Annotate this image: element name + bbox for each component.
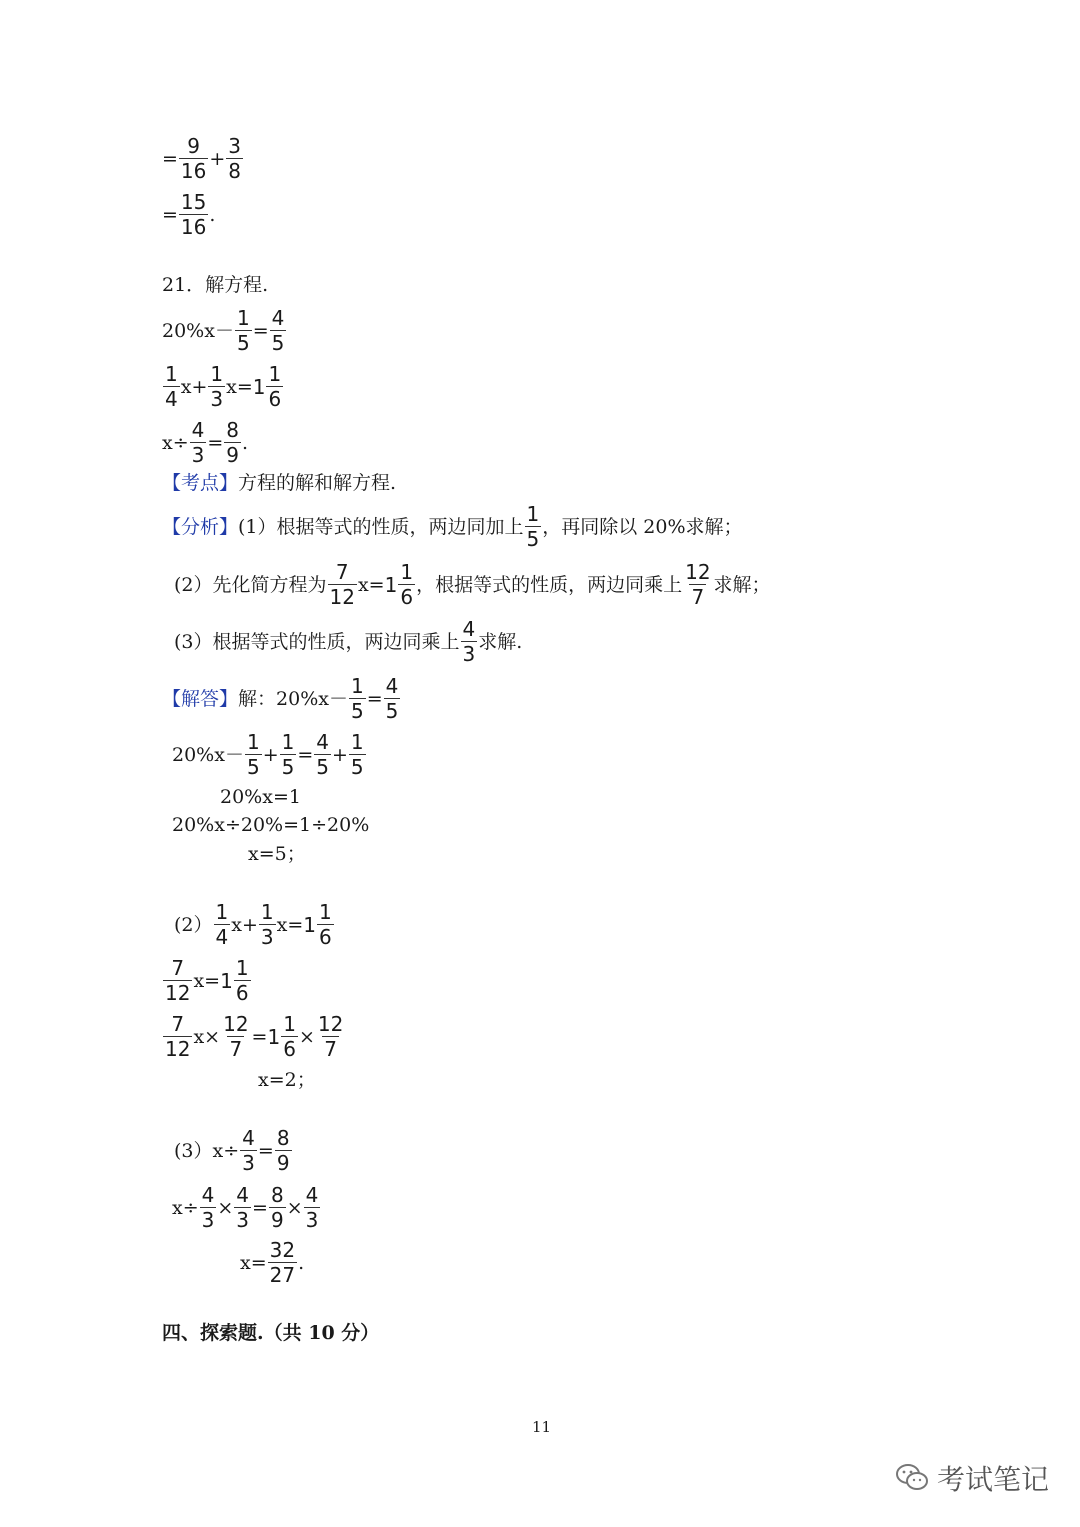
fraction: $\frac{32}{27}$ <box>269 1238 296 1287</box>
watermark <box>895 1462 1049 1497</box>
calc-line-2 <box>162 192 215 238</box>
fraction: $\frac{1}{5}$ <box>246 730 260 779</box>
solution-2-step-1: $\frac{7}{12}$ x= 1 $\frac{1}{6}$ <box>162 958 252 1004</box>
fraction: $\frac{4}{3}$ <box>242 1126 255 1175</box>
mixed-number: 1 $\frac{1}{6}$ <box>384 560 414 609</box>
fraction: $\frac{4}{3}$ <box>201 1183 215 1232</box>
fraction: $\frac{4}{5}$ <box>271 306 285 355</box>
fraction: $\frac{12}{7}$ <box>223 1012 249 1061</box>
fraction: $\frac{1}{5}$ <box>236 306 250 355</box>
solution-1-step-1: 20%x－ $\frac{1}{5}$ + $\frac{1}{5}$ = $\frac{4}{5}$ + $\frac{1}{5}$ <box>172 730 364 779</box>
question-21-title: 21．解方程. <box>162 274 269 296</box>
solution-2-step-2: $\frac{7}{12}$ x× $\frac{12}{7}$ = 1 $\frac{1}{6}$ × $\frac{12}{7}$ <box>165 1012 344 1061</box>
fraction: $\frac{1}{4}$ <box>165 362 178 411</box>
fraction: $\frac{7}{12}$ <box>165 1012 191 1061</box>
mixed-number: 1 $\frac{1}{6}$ <box>267 1012 296 1061</box>
fraction: $\frac{1}{3}$ <box>260 900 274 949</box>
solution-3-equation: (3） x÷ $\frac{4}{3}$ = $\frac{8}{9}$ <box>174 1126 290 1175</box>
watermark-text: 考试笔记 <box>937 1462 1050 1496</box>
jieda-line: 【解答】 解：20%x－ $\frac{1}{5}$ = $\frac{4}{5}$ <box>162 674 399 723</box>
solution-3-step-1: x÷ $\frac{4}{3}$ × $\frac{4}{3}$ = $\frac{8}{9}$ × $\frac{4}{3}$ <box>172 1183 319 1232</box>
jieda-tag: 【解答】 <box>162 687 239 710</box>
mixed-number: 1 $\frac{1}{6}$ <box>220 956 249 1005</box>
fraction: $\frac{7}{12}$ <box>329 560 355 609</box>
fraction: $\frac{4}{5}$ <box>385 674 399 723</box>
fraction: $\frac{4}{3}$ <box>305 1183 319 1232</box>
solution-2-result: x=2； <box>258 1069 316 1091</box>
period: . <box>209 203 216 226</box>
fraction: $\frac{8}{9}$ <box>276 1126 290 1175</box>
fraction: $\frac{12}{7}$ <box>317 1012 344 1061</box>
equation-1: 20%x－ $\frac{1}{5}$ = $\frac{4}{5}$ <box>162 306 285 355</box>
fenxi-line-1: 【分析】 (1）根据等式的性质，两边同加上 $\frac{1}{5}$ ，再同除以 20%求解； <box>162 502 743 551</box>
equals-sign: = <box>162 147 178 170</box>
fraction: $\frac{4}{3}$ <box>462 617 476 666</box>
calc-line-1 <box>162 136 244 182</box>
fraction: $\frac{1}{3}$ <box>210 362 224 411</box>
fraction: $\frac{3}{8}$ <box>228 134 242 183</box>
mixed-number: 1 $\frac{1}{6}$ <box>303 900 332 949</box>
fraction: $\frac{1}{4}$ <box>215 900 229 949</box>
fraction: $\frac{1}{5}$ <box>350 674 364 723</box>
fraction: $\frac{1}{5}$ <box>281 730 295 779</box>
page-number: 11 <box>532 1418 552 1436</box>
kaodian-text: 方程的解和解方程. <box>238 472 397 494</box>
wechat-icon <box>895 1462 929 1497</box>
section-4-title: 四、探索题.（共 10 分） <box>162 1322 380 1344</box>
plus-sign: + <box>209 147 226 170</box>
fraction: $\frac{8}{9}$ <box>270 1183 284 1232</box>
equals-sign: = <box>162 203 178 226</box>
solution-3-result: x= $\frac{32}{27}$ . <box>240 1238 305 1287</box>
fraction: $\frac{9}{16}$ <box>180 134 207 183</box>
kaodian-tag: 【考点】 <box>162 472 239 494</box>
solution-1-result: x=5； <box>248 843 306 865</box>
solution-2-equation: (2） $\frac{1}{4}$ x+ $\frac{1}{3}$ x= 1 $\frac{1}{6}$ <box>174 902 335 948</box>
fenxi-line-3: (3）根据等式的性质，两边同乘上 $\frac{4}{3}$ 求解. <box>174 617 523 666</box>
equation-2: $\frac{1}{4}$ x+ $\frac{1}{3}$ x= 1 $\frac{1}{6}$ <box>162 364 284 410</box>
solution-1-step-2: 20%x=1 <box>220 786 301 808</box>
equation-3: x÷ $\frac{4}{3}$ = $\frac{8}{9}$ . <box>162 418 249 467</box>
fenxi-tag: 【分析】 <box>162 515 239 538</box>
fraction: $\frac{4}{3}$ <box>236 1183 250 1232</box>
fraction: $\frac{8}{9}$ <box>226 418 240 467</box>
fraction: $\frac{1}{5}$ <box>526 502 540 551</box>
fraction: $\frac{12}{7}$ <box>685 560 711 609</box>
fraction: $\frac{4}{3}$ <box>191 418 205 467</box>
fraction: $\frac{1}{5}$ <box>350 730 364 779</box>
fraction: $\frac{7}{12}$ <box>165 956 191 1005</box>
fraction: $\frac{15}{16}$ <box>180 190 207 239</box>
fenxi-line-2: (2）先化简方程为 $\frac{7}{12}$ x= 1 $\frac{1}{6}$ ，根据等式的性质，两边同乘上 $\frac{12}{7}$ 求解； <box>174 560 771 609</box>
mixed-number: 1 $\frac{1}{6}$ <box>252 362 282 411</box>
fraction: $\frac{4}{5}$ <box>316 730 329 779</box>
solution-1-step-3: 20%x÷20%=1÷20% <box>172 814 370 836</box>
kaodian-line <box>162 474 396 493</box>
